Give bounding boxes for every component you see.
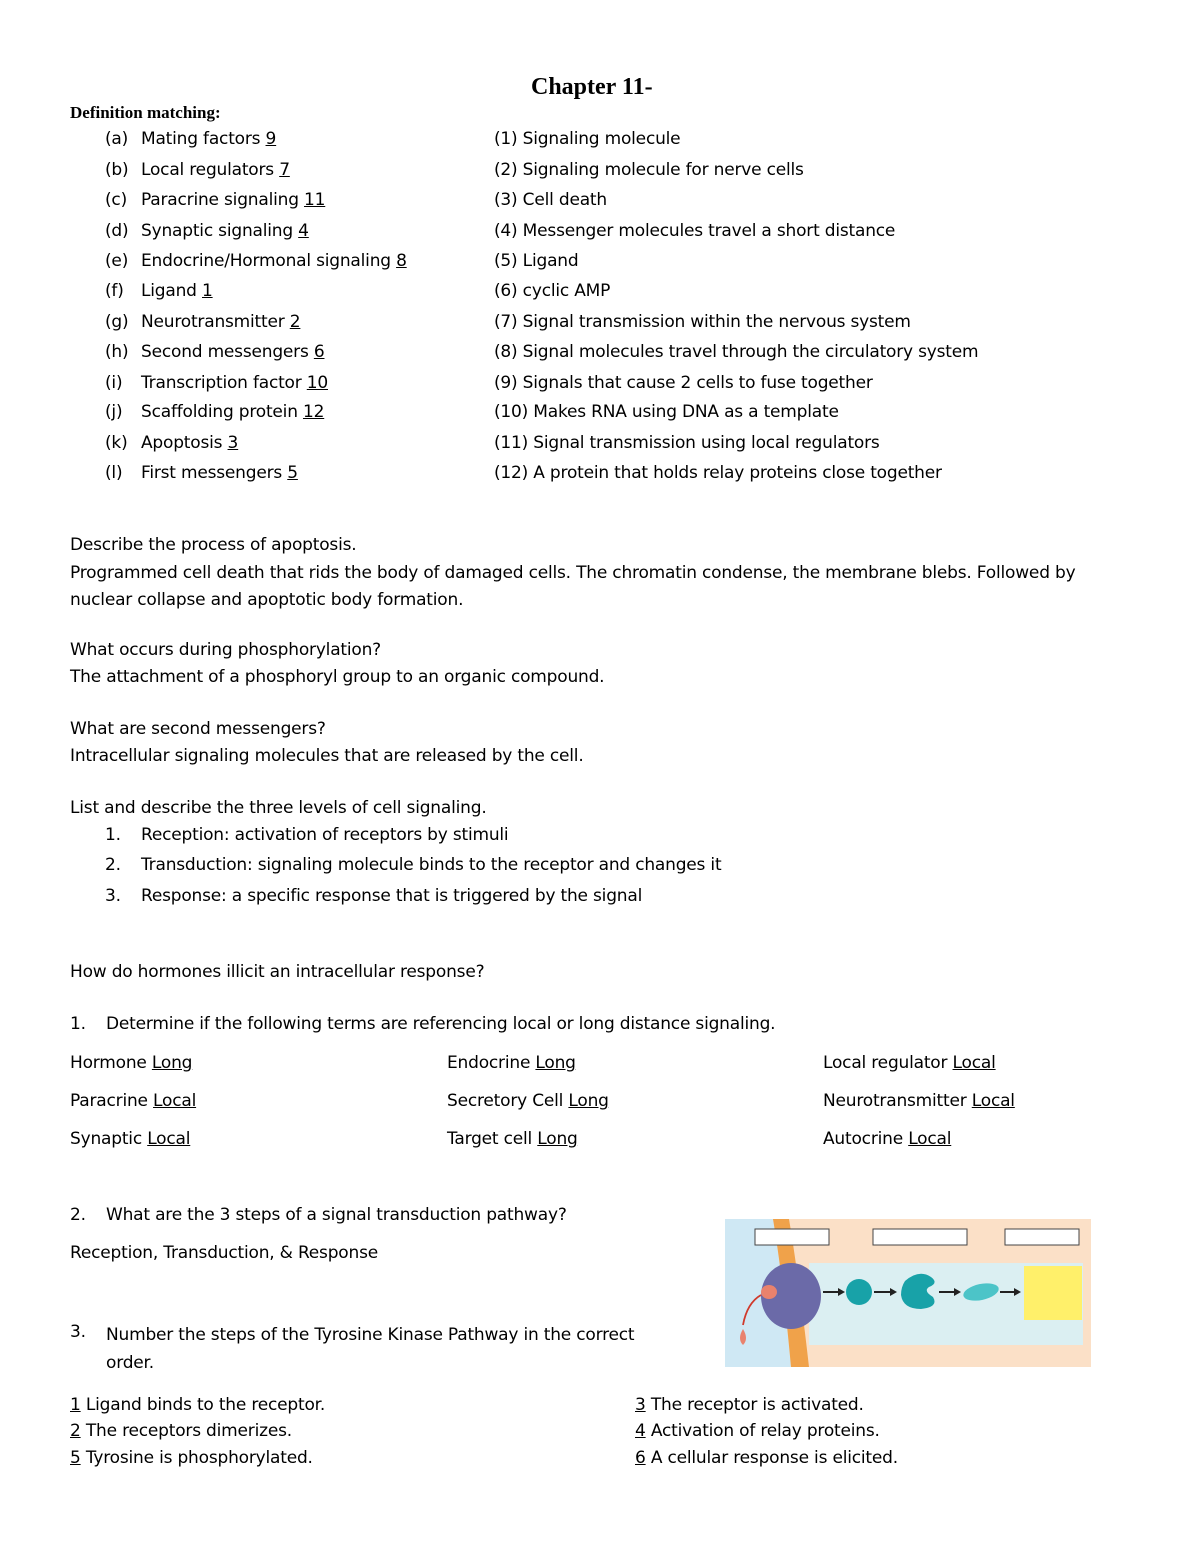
grid-cell <box>70 1052 192 1074</box>
term-letter: (c) <box>105 190 128 210</box>
step-text: Tyrosine is phosphorylated. <box>85 1448 313 1468</box>
term-row <box>141 189 325 211</box>
step-number: 3 <box>635 1395 646 1415</box>
q1-number: 1. <box>70 1014 86 1034</box>
term-text: Local regulators <box>141 160 274 180</box>
step-item <box>70 1394 325 1416</box>
grid-term: Local regulator <box>823 1053 948 1073</box>
term-letter: (k) <box>105 433 128 453</box>
term-row <box>105 462 122 484</box>
term-text: Second messengers <box>141 342 309 362</box>
term-letter: (a) <box>105 129 129 149</box>
grid-term: Neurotransmitter <box>823 1091 967 1111</box>
step-item <box>635 1447 898 1469</box>
term-row <box>141 128 276 150</box>
grid-cell <box>823 1128 951 1150</box>
level-text: Reception: activation of receptors by stimuli <box>141 825 509 845</box>
q2-text: What are the 3 steps of a signal transduction pathway? <box>106 1205 567 1225</box>
apoptosis-answer: Programmed cell death that rids the body of damaged cells. The chromatin condense, the membrane blebs. Followed by nuclear collapse and apoptotic body formation. <box>70 563 1076 610</box>
label-box-transduction <box>873 1229 967 1245</box>
term-letter: (e) <box>105 251 129 271</box>
term-letter: (f) <box>105 281 124 301</box>
grid-answer: Long <box>568 1091 609 1111</box>
term-letter: (h) <box>105 342 129 362</box>
label-box-reception <box>755 1229 829 1245</box>
second-messengers-question: What are second messengers? <box>70 719 326 739</box>
grid-cell <box>823 1090 1015 1112</box>
term-answer: 5 <box>287 463 298 483</box>
step-number: 6 <box>635 1448 646 1468</box>
term-text: Apoptosis <box>141 433 223 453</box>
grid-term: Autocrine <box>823 1129 903 1149</box>
term-answer: 9 <box>265 129 277 149</box>
term-row <box>105 372 122 394</box>
term-row <box>105 341 128 363</box>
step-number: 4 <box>635 1421 646 1441</box>
term-answer: 4 <box>298 221 309 241</box>
grid-term: Target cell <box>447 1129 533 1149</box>
term-text: Mating factors <box>141 129 261 149</box>
term-letter: (b) <box>105 160 129 180</box>
term-text: Neurotransmitter <box>141 312 285 332</box>
step-item <box>635 1394 864 1416</box>
grid-answer: Long <box>535 1053 576 1073</box>
term-row <box>141 432 238 454</box>
term-row <box>141 250 407 272</box>
term-row <box>141 462 298 484</box>
q2-answer: Reception, Transduction, & Response <box>70 1243 378 1263</box>
grid-term: Secretory Cell <box>447 1091 564 1111</box>
label-box-response <box>1005 1229 1079 1245</box>
term-row <box>141 372 328 394</box>
term-letter: (l) <box>105 463 123 483</box>
q3-number: 3. <box>70 1322 86 1342</box>
step-number: 1 <box>70 1395 81 1415</box>
term-answer: 10 <box>306 373 328 393</box>
grid-answer: Local <box>971 1091 1015 1111</box>
term-row <box>141 220 309 242</box>
term-text: Paracrine signaling <box>141 190 299 210</box>
grid-term: Hormone <box>70 1053 147 1073</box>
levels-question: List and describe the three levels of cell signaling. <box>70 798 487 818</box>
definition-item: (7) Signal transmission within the nervous system <box>494 312 911 332</box>
step-item <box>70 1420 292 1442</box>
term-letter: (j) <box>105 402 123 422</box>
level-number: 2. <box>105 855 121 875</box>
term-row <box>141 341 324 363</box>
term-text: First messengers <box>141 463 283 483</box>
definition-item: (11) Signal transmission using local regulators <box>494 433 880 453</box>
step-number: 2 <box>70 1421 81 1441</box>
term-row <box>105 189 127 211</box>
grid-term: Endocrine <box>447 1053 531 1073</box>
term-row <box>141 311 300 333</box>
q2-number: 2. <box>70 1205 86 1225</box>
definition-item: (5) Ligand <box>494 251 579 271</box>
term-letter: (i) <box>105 373 123 393</box>
term-row <box>105 250 128 272</box>
definition-item: (8) Signal molecules travel through the circulatory system <box>494 342 979 362</box>
definition-item: (3) Cell death <box>494 190 607 210</box>
grid-cell <box>70 1128 190 1150</box>
term-answer: 6 <box>313 342 325 362</box>
definition-item: (10) Makes RNA using DNA as a template <box>494 402 839 422</box>
term-row <box>105 280 124 302</box>
step-text: Ligand binds to the receptor. <box>85 1395 326 1415</box>
definition-item: (9) Signals that cause 2 cells to fuse together <box>494 373 873 393</box>
level-number: 1. <box>105 825 121 845</box>
grid-term: Synaptic <box>70 1129 142 1149</box>
term-row <box>105 401 122 423</box>
term-row <box>141 280 213 302</box>
hormones-question: How do hormones illicit an intracellular response? <box>70 962 485 982</box>
term-answer: 3 <box>227 433 239 453</box>
grid-answer: Local <box>952 1053 996 1073</box>
grid-cell <box>447 1052 576 1074</box>
grid-cell <box>70 1090 196 1112</box>
term-text: Scaffolding protein <box>141 402 298 422</box>
term-row <box>141 401 324 423</box>
term-text: Endocrine/Hormonal signaling <box>141 251 391 271</box>
grid-cell <box>823 1052 996 1074</box>
term-text: Transcription factor <box>141 373 302 393</box>
term-row <box>141 159 290 181</box>
level-number: 3. <box>105 886 121 906</box>
definition-item: (4) Messenger molecules travel a short distance <box>494 221 896 241</box>
term-text: Synaptic signaling <box>141 221 293 241</box>
phosphorylation-answer: The attachment of a phosphoryl group to an organic compound. <box>70 667 605 687</box>
term-text: Ligand <box>141 281 197 301</box>
definition-item: (1) Signaling molecule <box>494 129 681 149</box>
term-letter: (d) <box>105 221 129 241</box>
grid-answer: Long <box>537 1129 578 1149</box>
grid-answer: Local <box>908 1129 952 1149</box>
term-answer: 2 <box>289 312 301 332</box>
definition-heading: Definition matching: <box>70 103 221 122</box>
step-text: The receptor is activated. <box>650 1395 864 1415</box>
step-number: 5 <box>70 1448 81 1468</box>
apoptosis-question: Describe the process of apoptosis. <box>70 535 357 555</box>
relay-protein-1-icon <box>846 1279 872 1305</box>
level-text: Transduction: signaling molecule binds to the receptor and changes it <box>141 855 722 875</box>
phosphorylation-question: What occurs during phosphorylation? <box>70 640 382 660</box>
term-answer: 11 <box>304 190 326 210</box>
ligand-bound-icon <box>761 1285 777 1299</box>
grid-answer: Local <box>147 1129 191 1149</box>
term-letter: (g) <box>105 312 129 332</box>
step-text: The receptors dimerizes. <box>85 1421 292 1441</box>
page-title: Chapter 11- <box>531 74 653 100</box>
definition-item: (12) A protein that holds relay proteins close together <box>494 463 942 483</box>
level-text: Response: a specific response that is triggered by the signal <box>141 886 643 906</box>
term-answer: 1 <box>202 281 213 301</box>
term-answer: 7 <box>279 160 290 180</box>
term-row <box>105 220 128 242</box>
response-box <box>1024 1266 1082 1320</box>
grid-cell <box>447 1090 609 1112</box>
step-text: A cellular response is elicited. <box>650 1448 898 1468</box>
grid-answer: Local <box>153 1091 197 1111</box>
q3-text: Number the steps of the Tyrosine Kinase Pathway in the correct order. <box>106 1325 635 1373</box>
second-messengers-answer: Intracellular signaling molecules that are released by the cell. <box>70 746 584 766</box>
grid-term: Paracrine <box>70 1091 148 1111</box>
step-text: Activation of relay proteins. <box>650 1421 880 1441</box>
term-answer: 8 <box>396 251 407 271</box>
signal-pathway-diagram <box>725 1219 1091 1367</box>
grid-cell <box>447 1128 578 1150</box>
step-item <box>70 1447 313 1469</box>
step-item <box>635 1420 880 1442</box>
term-row <box>105 432 128 454</box>
grid-answer: Long <box>151 1053 193 1073</box>
q1-text: Determine if the following terms are referencing local or long distance signaling. <box>106 1014 776 1034</box>
term-row <box>105 128 128 150</box>
definition-item: (2) Signaling molecule for nerve cells <box>494 160 804 180</box>
definition-item: (6) cyclic AMP <box>494 281 611 301</box>
term-row <box>105 311 128 333</box>
term-answer: 12 <box>302 402 325 422</box>
term-row <box>105 159 128 181</box>
